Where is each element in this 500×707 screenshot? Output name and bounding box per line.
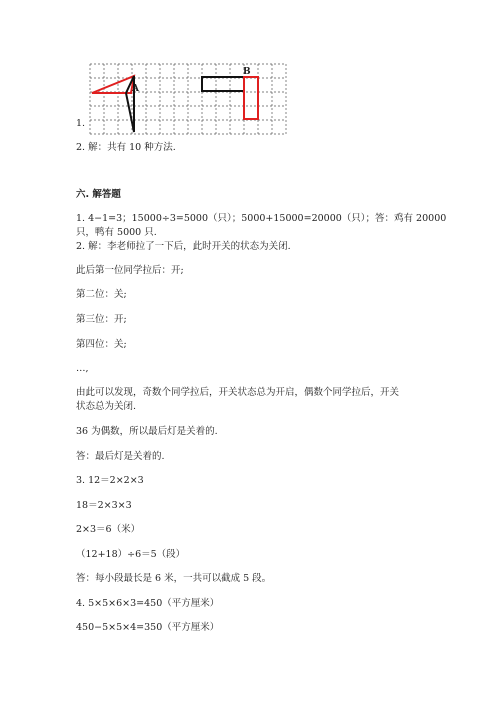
q4-line-1: 4. 5×5×6×3=450（平方厘米） xyxy=(76,598,220,609)
q3-line-4: （12+18）÷6＝5（段） xyxy=(76,549,186,560)
prev-q2-answer: 2. 解：共有 10 种方法. xyxy=(76,142,176,153)
figure-number: 1. xyxy=(76,118,86,129)
q2-line-8: 状态总为关闭. xyxy=(76,401,137,412)
point-b-label: B xyxy=(243,67,251,77)
q3-line-2: 18＝2×3×3 xyxy=(76,500,132,511)
q3-line-5: 答：每小段最长是 6 米，一共可以截成 5 段。 xyxy=(76,573,272,584)
dashed-grid xyxy=(90,64,286,134)
q2-line-9: 36 为偶数，所以最后灯是关着的. xyxy=(76,426,218,437)
q2-line-5: 第四位：关; xyxy=(76,339,127,350)
red-rectangle-b xyxy=(244,77,258,119)
q2-line-1: 2. 解：李老师拉了一下后，此时开关的状态为关闭. xyxy=(76,241,291,252)
black-rectangle xyxy=(202,77,244,91)
q1-line-1: 1. 4−1=3；15000÷3=5000（只）；5000+15000=20000（只）；答：鸡有 20000 xyxy=(76,213,447,224)
q3-line-1: 3. 12＝2×2×3 xyxy=(76,475,144,486)
q1-line-2: 只，鸭有 5000 只. xyxy=(76,227,157,238)
point-a-label: A xyxy=(132,84,139,94)
q2-line-3: 第二位：关; xyxy=(76,289,127,300)
q2-line-10: 答：最后灯是关着的. xyxy=(76,451,165,462)
q3-line-3: 2×3＝6（米） xyxy=(76,524,141,535)
q2-line-7: 由此可以发现，奇数个同学拉后，开关状态总为开启，偶数个同学拉后，开关 xyxy=(76,387,400,398)
grid-figure xyxy=(88,62,288,136)
q4-line-2: 450−5×5×4=350（平方厘米） xyxy=(76,622,220,633)
section-title: 六. 解答题 xyxy=(76,189,121,200)
q2-line-2: 此后第一位同学拉后：开; xyxy=(76,265,184,276)
q2-line-4: 第三位：开; xyxy=(76,314,127,325)
q2-line-6: …, xyxy=(76,363,89,374)
